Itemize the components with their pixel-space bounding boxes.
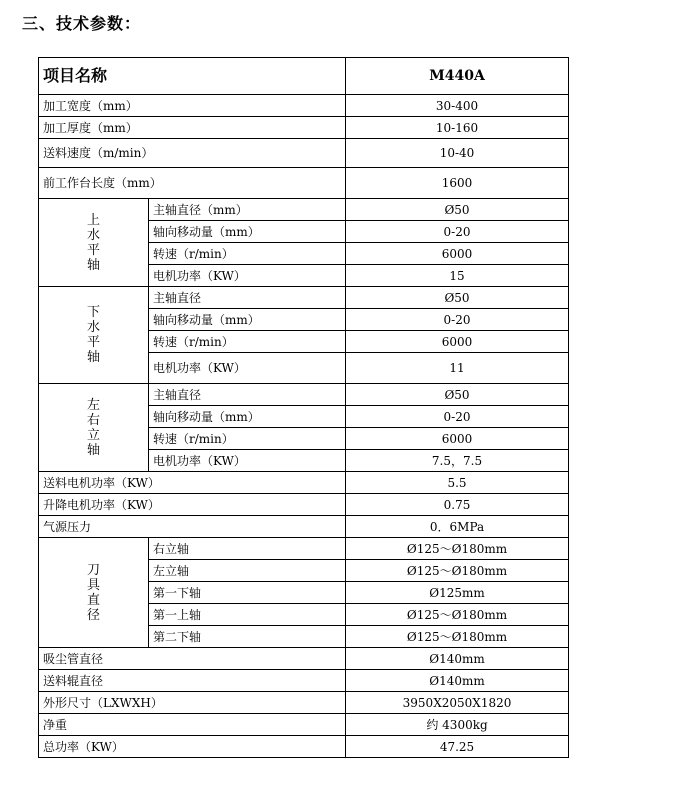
row-value: Ø125～Ø180mm <box>346 626 569 648</box>
header-model: M440A <box>346 58 569 95</box>
row-value: 3950X2050X1820 <box>346 692 569 714</box>
row-label: 加工厚度（mm） <box>39 117 346 139</box>
row-value: Ø50 <box>346 287 569 309</box>
row-value: Ø125～Ø180mm <box>346 604 569 626</box>
row-value: 11 <box>346 353 569 384</box>
row-value: 30-400 <box>346 95 569 117</box>
row-value: 0．6MPa <box>346 516 569 538</box>
row-label: 主轴直径 <box>149 287 346 309</box>
row-label: 轴向移动量（mm） <box>149 221 346 243</box>
row-label: 电机功率（KW） <box>149 265 346 287</box>
row-label: 电机功率（KW） <box>149 450 346 472</box>
row-value: 6000 <box>346 331 569 353</box>
spec-table <box>38 57 569 758</box>
row-label: 送料电机功率（KW） <box>39 472 346 494</box>
table-header-row <box>39 58 569 95</box>
table-row <box>39 538 569 560</box>
row-label: 第二下轴 <box>149 626 346 648</box>
row-value: 约 4300kg <box>346 714 569 736</box>
row-value: Ø125～Ø180mm <box>346 538 569 560</box>
row-value: 0-20 <box>346 406 569 428</box>
row-label: 气源压力 <box>39 516 346 538</box>
row-label: 净重 <box>39 714 346 736</box>
row-label: 电机功率（KW） <box>149 353 346 384</box>
table-row <box>39 516 569 538</box>
row-label: 右立轴 <box>149 538 346 560</box>
group-side-spindles <box>39 384 149 472</box>
row-label: 主轴直径 <box>149 384 346 406</box>
table-row <box>39 648 569 670</box>
table-row <box>39 95 569 117</box>
row-label: 送料速度（m/min） <box>39 139 346 168</box>
row-value: 15 <box>346 265 569 287</box>
group-title: 刀具直径 <box>86 562 100 623</box>
group-title: 左右立轴 <box>86 397 100 458</box>
group-upper-spindle <box>39 199 149 287</box>
row-label: 前工作台长度（mm） <box>39 168 346 199</box>
row-value: 5.5 <box>346 472 569 494</box>
row-label: 转速（r/min） <box>149 428 346 450</box>
table-row <box>39 494 569 516</box>
row-value: Ø125mm <box>346 582 569 604</box>
row-label: 吸尘管直径 <box>39 648 346 670</box>
header-item-name: 项目名称 <box>39 58 346 95</box>
row-value: Ø140mm <box>346 648 569 670</box>
row-value: Ø50 <box>346 384 569 406</box>
row-label: 第一下轴 <box>149 582 346 604</box>
table-row <box>39 384 569 406</box>
row-label: 转速（r/min） <box>149 331 346 353</box>
row-value: 10-160 <box>346 117 569 139</box>
row-value: Ø140mm <box>346 670 569 692</box>
row-label: 主轴直径（mm） <box>149 199 346 221</box>
row-label: 轴向移动量（mm） <box>149 309 346 331</box>
table-row <box>39 287 569 309</box>
row-value: 6000 <box>346 428 569 450</box>
table-row <box>39 670 569 692</box>
table-row <box>39 714 569 736</box>
table-row <box>39 139 569 168</box>
row-value: Ø50 <box>346 199 569 221</box>
row-label: 升降电机功率（KW） <box>39 494 346 516</box>
row-label: 外形尺寸（LXWXH） <box>39 692 346 714</box>
row-label: 第一上轴 <box>149 604 346 626</box>
group-lower-spindle <box>39 287 149 384</box>
table-row <box>39 199 569 221</box>
row-label: 转速（r/min） <box>149 243 346 265</box>
table-row <box>39 736 569 758</box>
group-tool-diameters <box>39 538 149 648</box>
group-title: 下水平轴 <box>86 305 100 365</box>
group-title: 上水平轴 <box>86 212 100 273</box>
row-label: 轴向移动量（mm） <box>149 406 346 428</box>
row-value: 10-40 <box>346 139 569 168</box>
row-label: 总功率（KW） <box>39 736 346 758</box>
section-title: 三、技术参数： <box>22 14 142 33</box>
row-value: 47.25 <box>346 736 569 758</box>
row-value: 7.5，7.5 <box>346 450 569 472</box>
row-label: 送料辊直径 <box>39 670 346 692</box>
table-row <box>39 117 569 139</box>
row-value: 0-20 <box>346 221 569 243</box>
row-value: 1600 <box>346 168 569 199</box>
table-row <box>39 692 569 714</box>
row-label: 左立轴 <box>149 560 346 582</box>
row-value: 0.75 <box>346 494 569 516</box>
table-row <box>39 168 569 199</box>
row-label: 加工宽度（mm） <box>39 95 346 117</box>
table-row <box>39 472 569 494</box>
row-value: Ø125～Ø180mm <box>346 560 569 582</box>
row-value: 6000 <box>346 243 569 265</box>
row-value: 0-20 <box>346 309 569 331</box>
